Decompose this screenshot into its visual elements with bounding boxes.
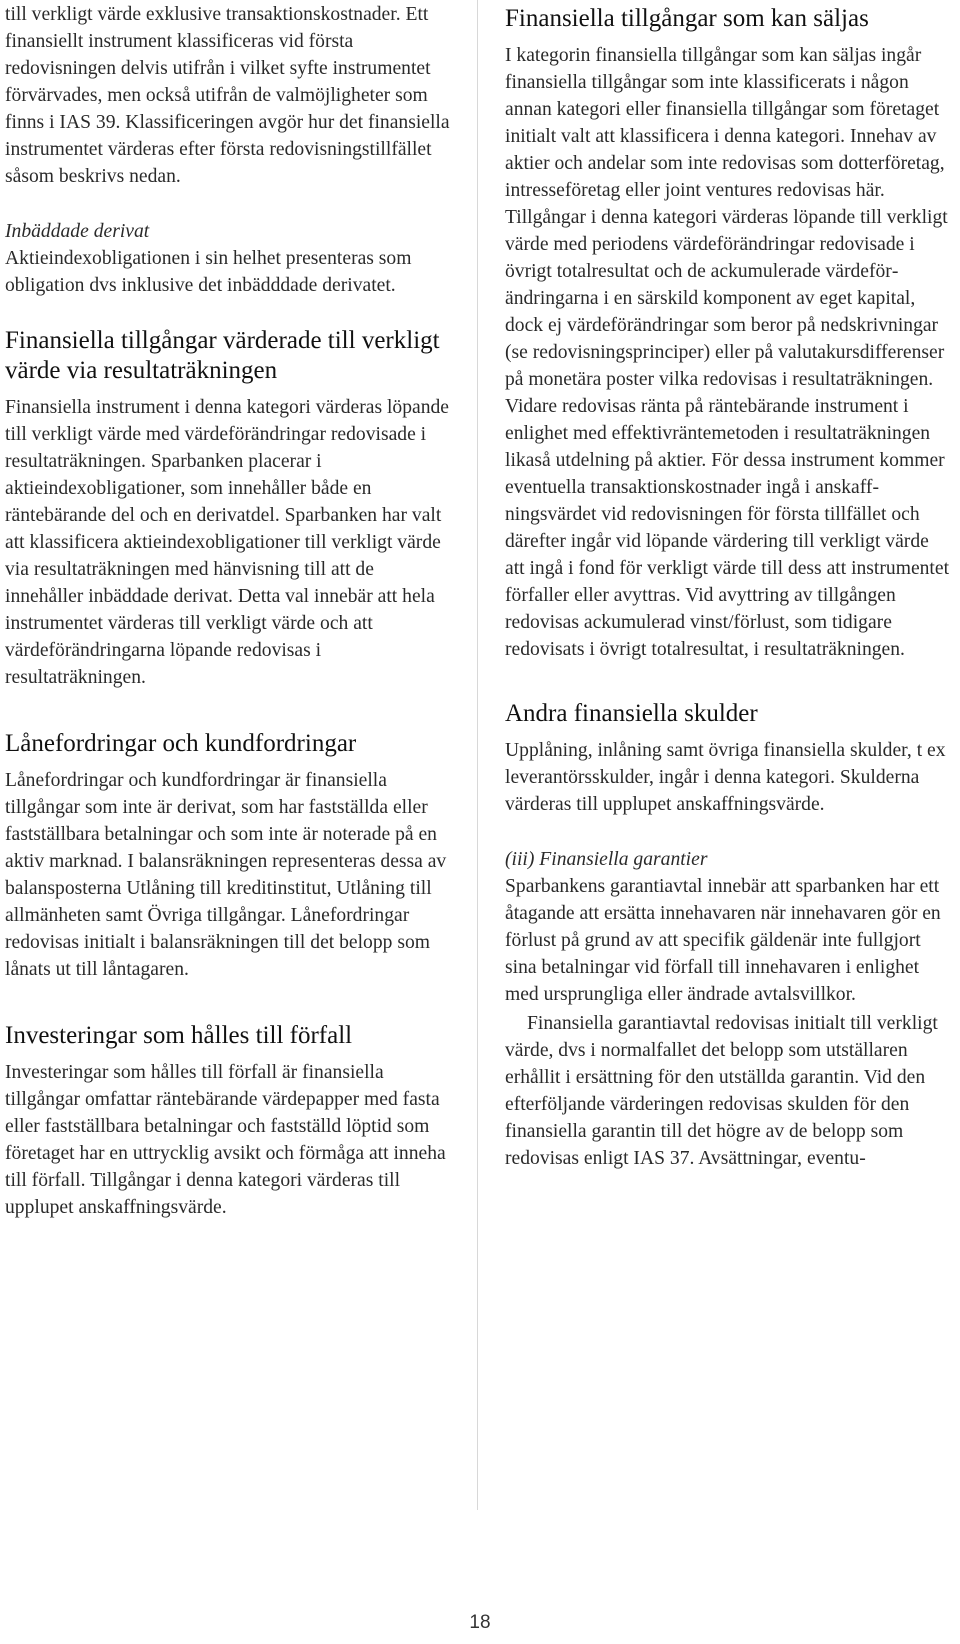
fvtpl-heading: Finansiella tillgångar värderade till verkligt värde via resultaträkningen: [5, 327, 440, 384]
guarantees-paragraph-2: Finansiella garantiavtal redovisas initialt till verkligt värde, dvs i normalfallet det belopp som utställaren erhållit i ersättning för den utställda garantin. Vid den efterföljande värderingen redovisas skulden för den finansiella garantin till det högre av de belopp som redovisas enligt IAS 37. Avsättningar, eventu-: [505, 1013, 938, 1169]
afs-paragraph: I kategorin finansiella tillgångar som kan säljas ingår finansiella tillgångar som inte klassificerats i någon annan kategori eller finansiella tillgångar som företaget initialt valt att klassificera i denna kategori. Innehav av aktier och andelar som inte redovisas som dotterföretag, intresseföretag eller joint ventures redovisas här. Tillgångar i denna kategori värderas löpande till verkligt värde med periodens värdeförändringar redovisade i övrigt totalresultat och de ackumulerade värdeförändringarna i en särskild komponent av eget kapital, dock ej värdeförändringar som beror på nedskrivningar (se redovisningsprinciper) eller på valutakursdifferenser på monetära poster vilka redovisas i resultaträkningen. Vidare redovisas ränta på räntebärande instrument i enlighet med effektivräntemetoden i resultaträkningen likaså utdelning på aktier. För dessa instrument kommer eventuella transaktionskostnader ingå i anskaffningsvärdet vid redovisningen för första tillfället och därefter ingår vid löpande värdering till verkligt värde att ingå i fond för verkligt värde till dess att instrumentet förfaller eller avyttras. Vid avyttring av tillgången redovisas ackumulerad vinst/förlust, som tidigare redovisats i övrigt totalresultat, i resultaträkningen.: [505, 45, 950, 660]
left-column: [5, 0, 450, 1221]
column-divider: [477, 0, 478, 1510]
other-liabilities-heading: Andra finansiella skulder: [505, 700, 758, 727]
afs-heading: Finansiella tillgångar som kan säljas: [505, 5, 869, 32]
page-number: 18: [469, 1612, 491, 1633]
fvtpl-paragraph: Finansiella instrument i denna kategori värderas löpande till verkligt värde med värdeförändringar redovisade i resultaträkningen. Sparbanken placerar i aktieindexobligationer, som innehåller både en räntebärande del och en derivatdel. Sparbanken har valt att klassificera aktieindexobligationer till verkligt värde via resultaträkningen med hänvisning till att de innehåller inbäddade derivat. Detta val innebär att hela instrumentet värderas till verkligt värde och att värdeförändringarna löpande redovisas i resultaträkningen.: [5, 397, 449, 688]
other-liabilities-paragraph: Upplåning, inlåning samt övriga finansiella skulder, t ex leverantörsskulder, ingår i denna kategori. Skulderna värderas till upplupet anskaffningsvärde.: [505, 740, 946, 815]
intro-paragraph: till verkligt värde exklusive transaktionskostnader. Ett finansiellt instrument klassificeras vid första redovisningen delvis utifrån i vilket syfte instrumentet förvärvades, men också utifrån de valmöjligheter som finns i IAS 39. Klassificeringen avgör hur det finansiella instrumentet värderas efter första redovisningstillfället såsom beskrivs nedan.: [5, 4, 450, 187]
htm-paragraph: Investeringar som hålles till förfall är finansiella tillgångar omfattar räntebärande värdepapper med fasta eller fastställbara betalningar och fastställd löptid som företaget har en uttrycklig avsikt och förmåga att inneha till förfall. Tillgångar i denna kategori värderas till upplupet anskaffningsvärde.: [5, 1062, 446, 1218]
right-column: [505, 0, 950, 1172]
loans-heading: Lånefordringar och kundfordringar: [5, 730, 357, 757]
loans-paragraph: Lånefordringar och kundfordringar är finansiella tillgångar som inte är derivat, som har fastställda eller fastställbara betalningar och som inte är noterade på en aktiv marknad. I balansräkningen representeras dessa av balansposterna Utlåning till kreditinstitut, Utlåning till allmänheten samt Övriga tillgångar. Lånefordringar redovisas initialt i balansräkningen till det belopp som lånats ut till låntagaren.: [5, 770, 447, 980]
htm-heading: Investeringar som hålles till förfall: [5, 1022, 353, 1049]
guarantees-subheading: (iii) Finansiella garantier: [505, 849, 708, 870]
embedded-derivatives-paragraph: Aktieindexobligationen i sin helhet presenteras som obligation dvs inklusive det inbädddade derivatet.: [5, 248, 412, 296]
guarantees-paragraph-1: Sparbankens garantiavtal innebär att sparbanken har ett åtagande att ersätta innehavaren när innehavaren gör en förlust på grund av att specifik gäldenär inte fullgjort sina betalningar vid förfall till innehavaren i enlighet med ursprungliga eller ändrade avtalsvillkor.: [505, 876, 941, 1005]
embedded-derivatives-subheading: Inbäddade derivat: [5, 221, 150, 242]
